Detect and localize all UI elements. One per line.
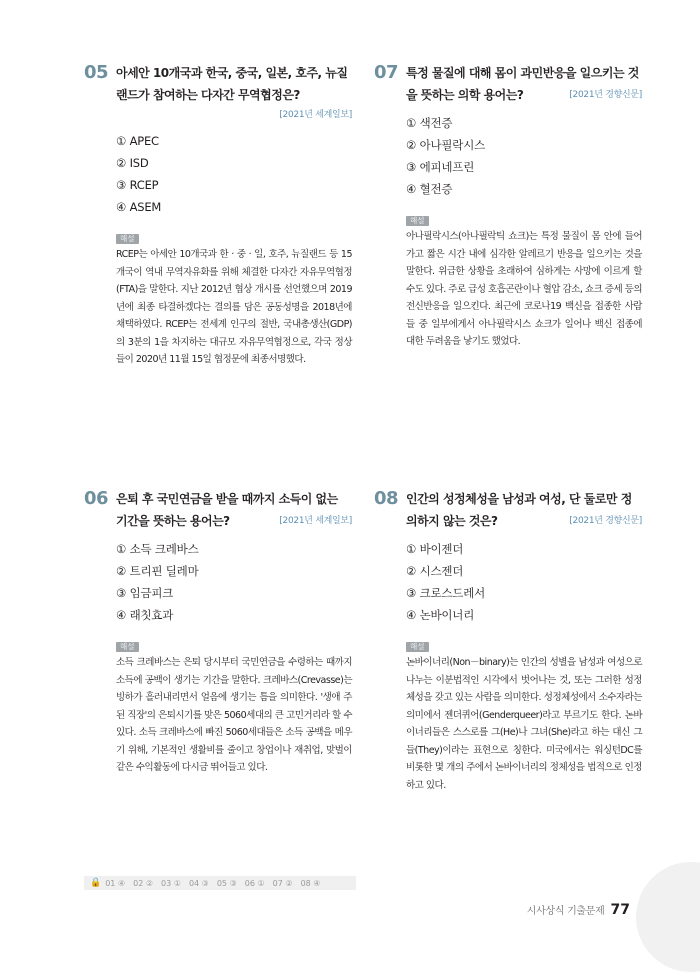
choice-4: ④ 논바이너리	[406, 608, 475, 622]
answer-item: 07 ②	[272, 878, 293, 888]
question-number: 07	[374, 62, 399, 83]
choice-list	[406, 538, 642, 626]
explanation-block	[116, 634, 352, 777]
choice-1: ① 색전증	[406, 116, 453, 130]
answer-item: 08 ④	[300, 878, 321, 888]
answer-item: 01 ④	[105, 878, 126, 888]
choice-list	[116, 130, 352, 218]
lock-icon: 🔒	[90, 878, 102, 888]
explanation-tag: 해설	[116, 642, 139, 652]
explanation-text: 소득 크레바스는 은퇴 당시부터 국민연금을 수령하는 때까지 소득에 공백이 생기는 기간을 말한다. 크레바스(Crevasse)는 빙하가 흘러내리면서 얼음에 생기는 틈을 의미한다. '생애 주된 직장'의 은퇴시기를 맞은 5060세대의 큰 고민거리라 할 수 있다. 소득 크레바스에 빠진 5060세대들은 소득 공백을 메우기 위해, 기본적인 생활비를 줄이고 창업이나 재취업, 맞벌이 같은 수익활동에 다시금 뛰어들고 있다.	[116, 657, 352, 773]
question-07	[374, 62, 642, 351]
question-text: 인간의 성정체성을 남성과 여성, 단 둘로만 정의하지 않는 것은? [2021년 경향신문]	[406, 488, 642, 532]
explanation-block	[406, 208, 642, 351]
question-number: 05	[84, 62, 109, 83]
choice-list	[406, 112, 642, 200]
choice-4: ④ ASEM	[116, 200, 162, 214]
question-text: 은퇴 후 국민연금을 받을 때까지 소득이 없는 기간을 뜻하는 용어는? [2021년 세계일보]	[116, 488, 352, 532]
page-footer	[527, 902, 630, 918]
answer-item: 06 ①	[244, 878, 265, 888]
question-08	[374, 488, 642, 794]
choice-4: ④ 혈전증	[406, 182, 453, 196]
question-number: 06	[84, 488, 109, 509]
explanation-text: 논바이너리(Non－binary)는 인간의 성별을 남성과 여성으로 나누는 이분법적인 시각에서 벗어나는 것, 또는 그러한 성정체성을 갖고 있는 사람을 의미한다. 성정체성에서 소수자라는 의미에서 젠더퀴어(Genderqueer)라고 부르기도 한다. 논바이너리들은 스스로를 그(He)나 그녀(She)라고 하는 대신 그들(They)이라는 표현으로 칭한다. 미국에서는 워싱턴DC를 비롯한 몇 개의 주에서 논바이너리의 정체성을 법적으로 인정하고 있다.	[406, 657, 642, 791]
answer-item: 03 ①	[161, 878, 181, 888]
choice-1: ① APEC	[116, 134, 159, 148]
explanation-tag: 해설	[406, 642, 429, 652]
question-text: 특정 물질에 대해 몸이 과민반응을 일으키는 것을 뜻하는 의학 용어는? [2021년 경향신문]	[406, 62, 642, 106]
explanation-text: RCEP는 아세안 10개국과 한 · 중 · 일, 호주, 뉴질랜드 등 15개국이 역내 무역자유화를 위해 체결한 다자간 자유무역협정(FTA)을 말한다. 지난 2012년 협상 개시를 선언했으며 2019년에 최종 타결하겠다는 결의를 담은 공동성명을 2018년에 채택하였다. RCEP는 전세계 인구의 절반, 국내총생산(GDP)의 3분의 1을 차지하는 대규모 자유무역협정으로, 각국 정상들이 2020년 11월 15일 협정문에 최종서명했다.	[116, 249, 352, 365]
choice-list	[116, 538, 352, 626]
explanation-block	[406, 634, 642, 794]
answer-item: 04 ③	[188, 878, 209, 888]
explanation-text: 아나필락시스(아나필락틱 쇼크)는 특정 물질이 몸 안에 들어가고 짧은 시간 내에 심각한 알레르기 반응을 일으키는 것을 말한다. 위급한 상황을 초래하여 심하게는 사망에 이르게 할 수도 있다. 주로 급성 호흡곤란이나 혈압 감소, 쇼크 증세 등의 전신반응을 일으킨다. 최근에 코로나19 백신을 접종한 사람들 중 일부에게서 아나필락시스 쇼크가 일어나 백신 접종에 대한 두려움을 낳기도 했었다.	[406, 231, 642, 347]
explanation-block	[116, 226, 352, 369]
page-number: 77	[610, 902, 630, 918]
choice-2: ② ISD	[116, 156, 149, 170]
question-source: [2021년 세계일보]	[279, 110, 352, 120]
choice-2: ② 아나필락시스	[406, 138, 486, 152]
question-source: [2021년 경향신문]	[569, 516, 642, 526]
choice-3: ③ 임금피크	[116, 586, 174, 600]
choice-1: ① 바이젠더	[406, 542, 464, 556]
question-source: [2021년 세계일보]	[279, 516, 352, 526]
choice-2: ② 시스젠더	[406, 564, 464, 578]
question-05	[84, 62, 352, 369]
footer-title: 시사상식 기출문제	[526, 906, 605, 917]
question-source: [2021년 경향신문]	[569, 90, 642, 100]
choice-1: ① 소득 크레바스	[116, 542, 199, 556]
answer-item: 02 ②	[133, 878, 154, 888]
question-06	[84, 488, 352, 777]
explanation-tag: 해설	[406, 216, 429, 226]
page-corner-decoration	[636, 862, 700, 972]
question-number: 08	[374, 488, 399, 509]
choice-3: ③ RCEP	[116, 178, 159, 192]
explanation-tag: 해설	[116, 234, 139, 244]
choice-3: ③ 에피네프린	[406, 160, 475, 174]
answer-item: 05 ③	[216, 878, 237, 888]
choice-2: ② 트리핀 딜레마	[116, 564, 199, 578]
choice-3: ③ 크로스드레서	[406, 586, 486, 600]
question-text: 아세안 10개국과 한국, 중국, 일본, 호주, 뉴질랜드가 참여하는 다자간 무역협정은? [2021년 세계일보]	[116, 62, 352, 124]
answer-key	[84, 876, 356, 890]
choice-4: ④ 래칫효과	[116, 608, 174, 622]
